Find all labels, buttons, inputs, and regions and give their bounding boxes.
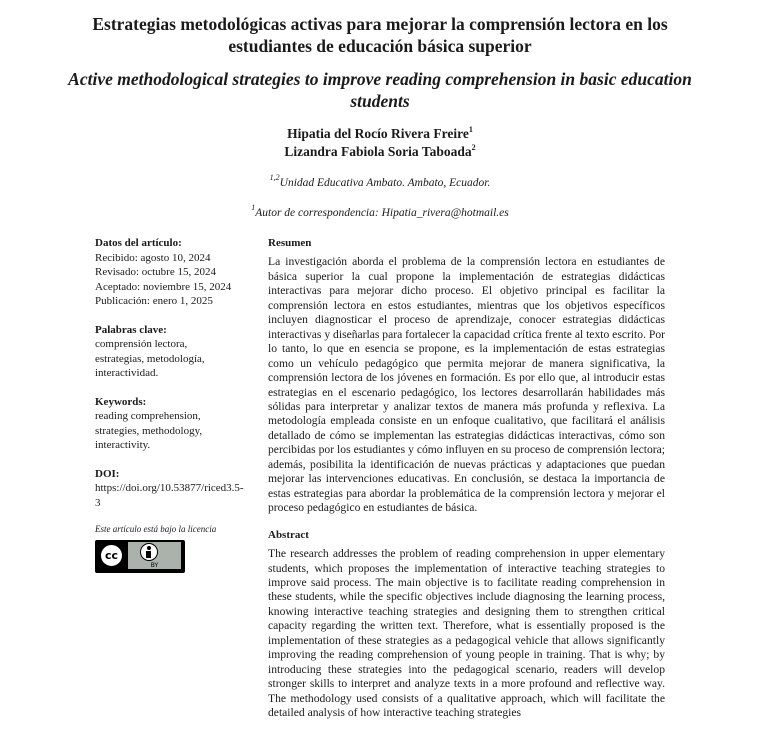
correspondence	[60, 203, 700, 220]
correspondence-text: Autor de correspondencia: Hipatia_rivera@hotmail.es	[255, 207, 509, 219]
cc-by-license-badge[interactable]	[95, 540, 185, 573]
title-english: Active methodological strategies to improve reading comprehension in basic education students	[68, 69, 692, 111]
article-data-heading: Datos del artículo:	[95, 237, 182, 249]
resumen-text: La investigación aborda el problema de la comprensión lectora en estudiantes de básica superior la cual propone la implementación de estrategias didácticas interactivas para mejorar dicho proceso. El objetivo principal es facilitar la comprensión lectora en estos estudiantes, mientras que los objetivos específicos incluyen diagnosticar el proceso de aprendizaje, conocer estrategias didácticas interactivas y diseñarlas para fortalecer la capacidad crítica frente al texto escrito. Por lo tanto, lo que en esencia se propone, es la implementación de estas estrategias como un vehículo pedagógico que permita mejorar de manera significativa, la comprensión lectora de los jóvenes en formación. Es por ello que, al introducir estas estrategias en el escenario pedagógico, los lectores desarrollarán habilidades más sólidas para interpretar y analizar textos de manera más profunda y reflexiva. La metodología empleada consiste en un enfoque cualitativo, que facilitará el análisis detallado de cómo se implementan las estrategias didácticas interactivas, cómo son percibidas por los estudiantes y cómo influyen en su proceso de comprensión lectora; además, posibilita la identificación de nuevas prácticas y adaptaciones que puedan mejorar las intervenciones educativas. En conclusión, se destaca la importancia de estas estrategias para abordar la problemática de la comprensión lectora y mejorar el proceso pedagógico en estudiantes de básica.	[268, 255, 665, 515]
keywords-en-line: interactivity.	[95, 439, 151, 451]
doi-heading: DOI:	[95, 467, 120, 480]
author-2-name: Lizandra Fabiola Soria Taboada	[284, 144, 472, 159]
keywords-english	[95, 395, 245, 453]
received-date: Recibido: agosto 10, 2024	[95, 251, 211, 264]
doi-link[interactable]: https://doi.org/10.53877/riced3.5-3	[95, 482, 244, 509]
license-note: Este artículo está bajo la licencia	[95, 524, 217, 534]
article-dates	[95, 236, 245, 309]
correspondence-sup: 1	[251, 203, 256, 212]
affiliation-text: Unidad Educativa Ambato. Ambato, Ecuador.	[279, 177, 491, 189]
keywords-es-heading: Palabras clave:	[95, 323, 167, 336]
revised-date: Revisado: octubre 15, 2024	[95, 266, 216, 278]
article-info-sidebar	[95, 236, 245, 573]
author-2-sup: 2	[471, 143, 476, 152]
abstracts-column	[268, 236, 665, 721]
author-1-sup: 1	[468, 125, 473, 134]
keywords-en-heading: Keywords:	[95, 395, 147, 408]
attribution-person-icon	[140, 543, 158, 561]
keywords-spanish	[95, 323, 245, 381]
abstract-heading: Abstract	[268, 528, 309, 541]
keywords-en-line: strategies, methodology,	[95, 424, 203, 437]
license-block	[95, 524, 245, 573]
abstract-text: The research addresses the problem of reading comprehension in upper elementary students, which proposes the implementation of interactive teaching strategies to improve said process. The main objective is to facilitate reading comprehension in these students, while the specific objectives include diagnosing the learning process, knowing interactive teaching strategies and designing them to strengthen critical capacity regarding the written text. Therefore, what is essentially proposed is the implementation of these strategies as a pedagogical vehicle that allows significantly improving the reading comprehension of young people in training. That is why; by introducing these strategies into the pedagogical scenario, readers will develop stronger skills to interpret and analyze texts in a more profound and reflective way. The methodology used consists of a qualitative approach, which will facilitate the detailed analysis of how interactive teaching strategies	[268, 547, 665, 720]
creative-commons-icon: cc	[99, 543, 124, 568]
attribution-area	[128, 542, 181, 569]
keywords-es-line: estrategias, metodología,	[95, 352, 205, 365]
accepted-date: Aceptado: noviembre 15, 2024	[95, 280, 232, 293]
affiliation-sup: 1,2	[269, 173, 280, 182]
doi-block	[95, 467, 245, 511]
by-label: BY	[150, 562, 159, 569]
affiliation	[60, 173, 700, 190]
author-1	[60, 125, 700, 143]
author-list	[60, 125, 700, 161]
author-2	[60, 143, 700, 161]
keywords-es-line: comprensión lectora,	[95, 338, 188, 350]
published-date: Publicación: enero 1, 2025	[95, 295, 213, 307]
keywords-es-line: interactividad.	[95, 367, 159, 379]
author-1-name: Hipatia del Rocío Rivera Freire	[287, 126, 469, 141]
keywords-en-line: reading comprehension,	[95, 410, 201, 422]
resumen-heading: Resumen	[268, 237, 312, 249]
title-spanish: Estrategias metodológicas activas para mejorar la comprensión lectora en los estudiantes de educación básica superior	[92, 14, 668, 56]
